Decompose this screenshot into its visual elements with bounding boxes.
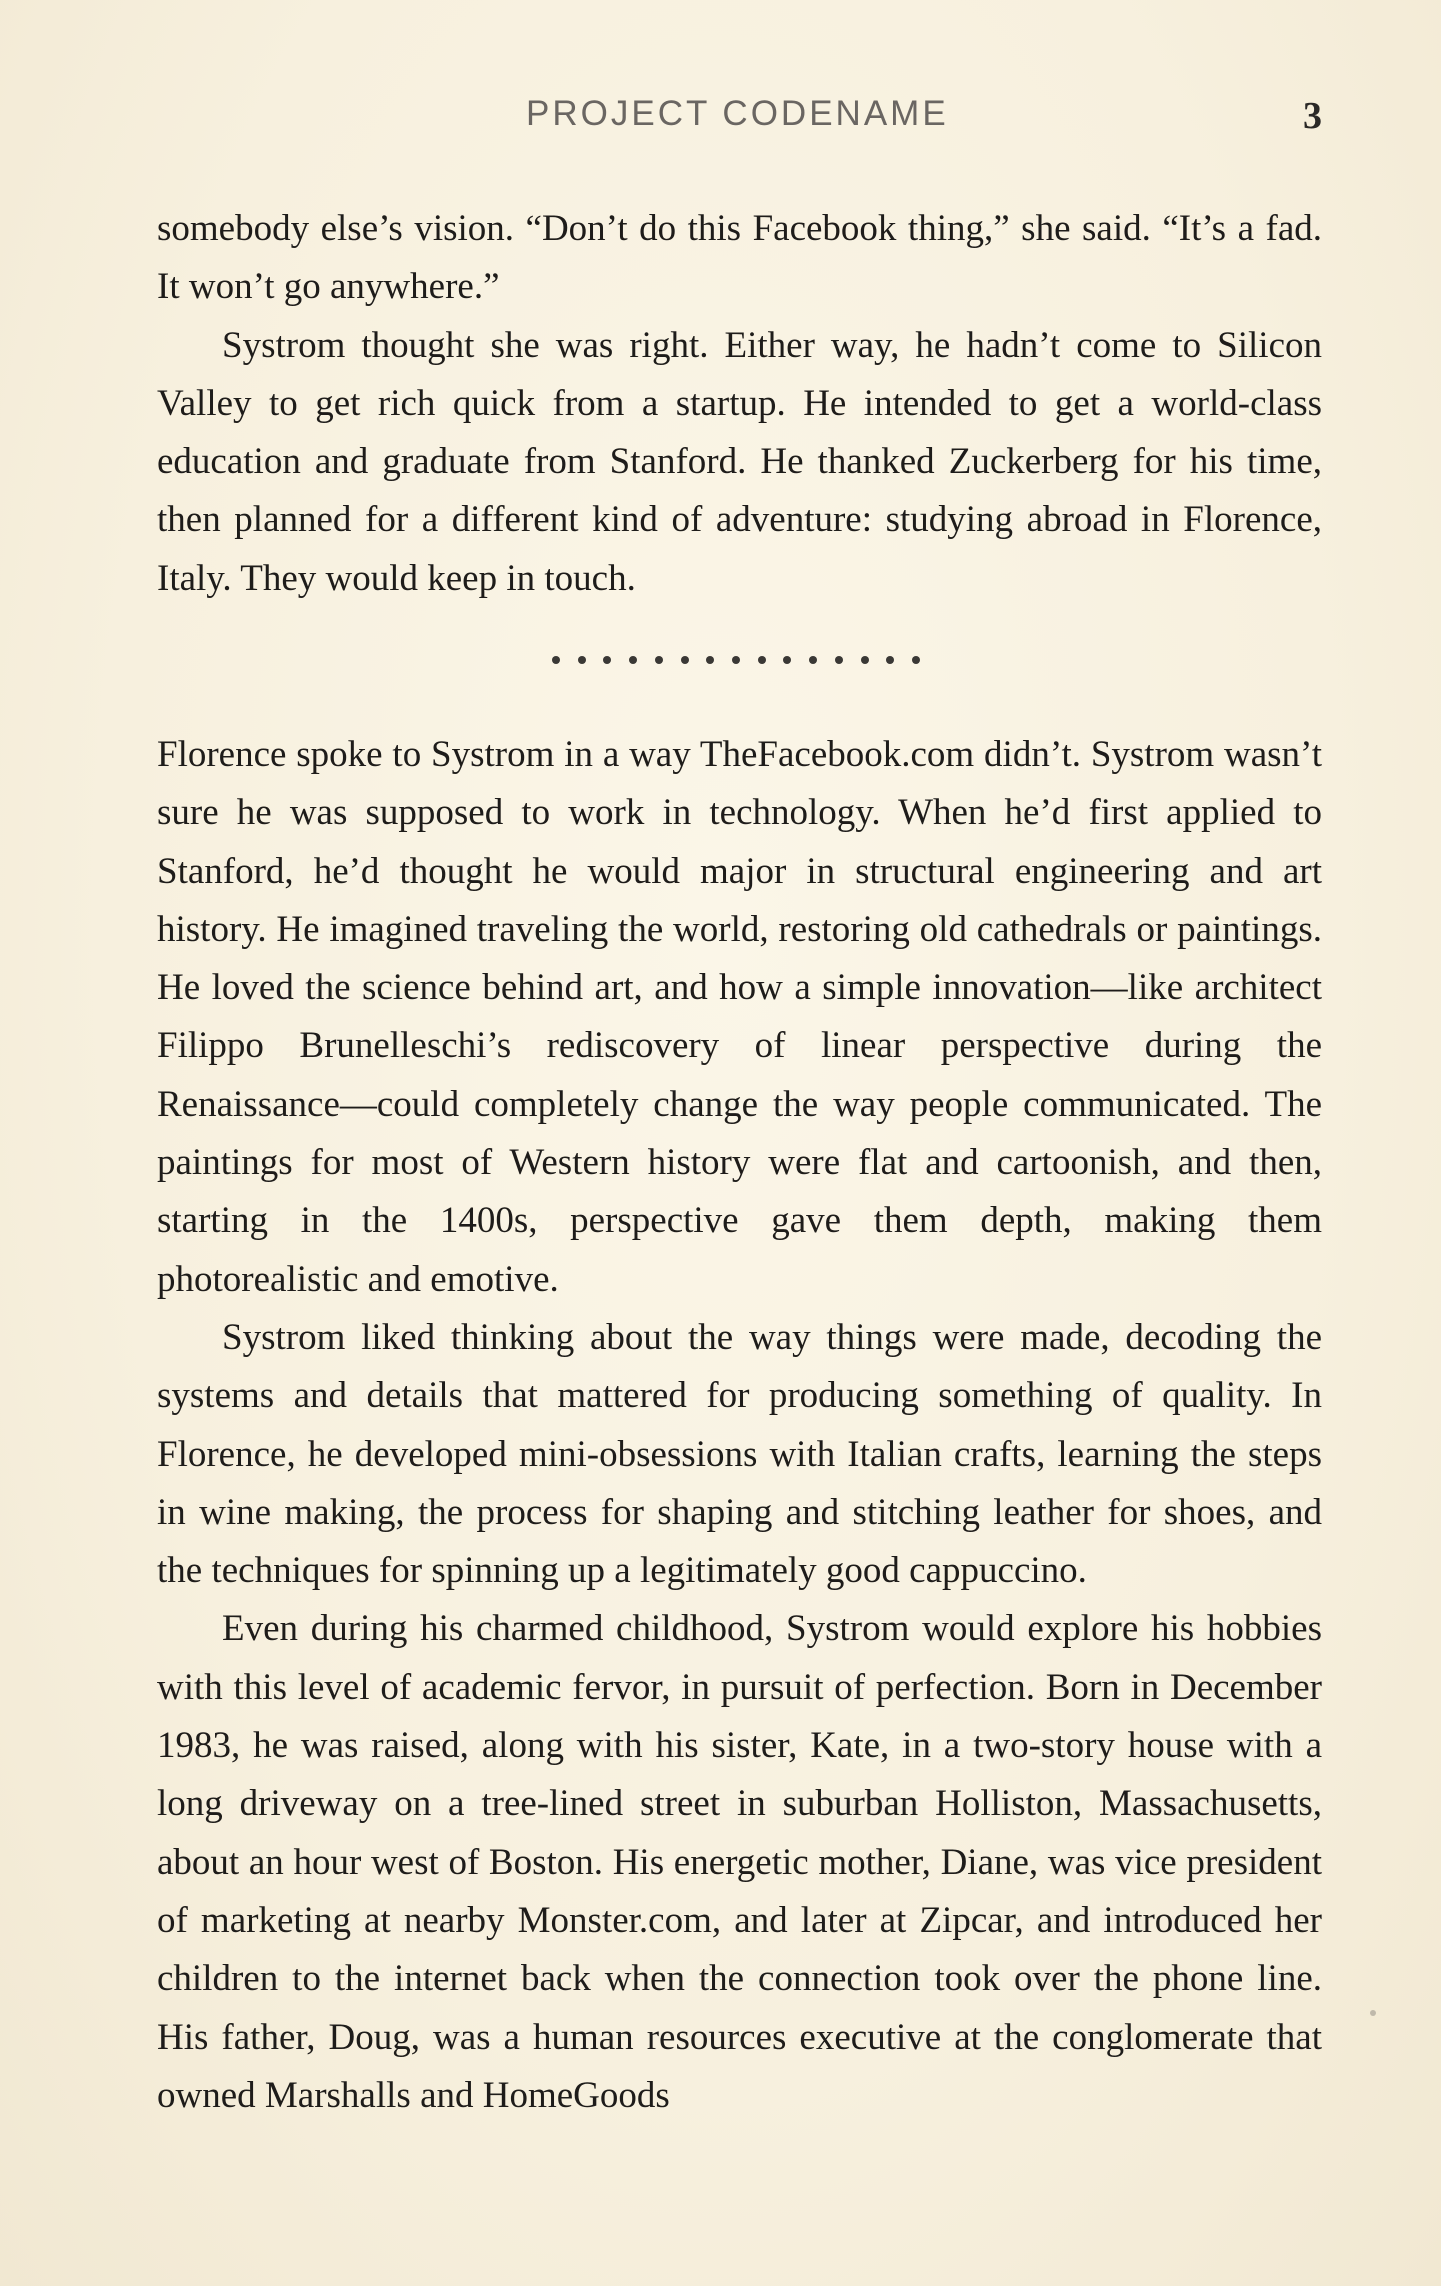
ornament-dot	[809, 656, 817, 664]
paragraph: Systrom thought she was right. Either way, he hadn’t come to Silicon Valley to get rich quick from a startup. He intended to get a world-class education and graduate from Stanford. He thanked Zuckerberg for his time, then planned for a different kind of adventure: studying abroad in Florence, Italy. They would keep in touch.	[157, 324, 1322, 599]
ornament-dot	[758, 656, 766, 664]
section-1	[157, 200, 1322, 608]
running-title: PROJECT CODENAME	[526, 94, 949, 133]
paragraph: Systrom liked thinking about the way things were made, decoding the systems and details that mattered for producing something of quality. In Florence, he developed mini-obsessions with Italian crafts, learning the steps in wine making, the process for shaping and stitching leather for shoes, and the techniques for spinning up a legitimately good cappuccino.	[157, 1316, 1322, 1592]
ornament-dot	[629, 656, 637, 664]
page-smudge	[1370, 2010, 1376, 2016]
ornament-dot	[861, 656, 869, 664]
ornament-dot	[706, 656, 714, 664]
ornament-dot	[655, 656, 663, 664]
ornament-dot	[578, 656, 586, 664]
section-2	[157, 726, 1322, 2125]
section-break-ornament	[556, 648, 916, 672]
paragraph: Florence spoke to Systrom in a way TheFacebook.com didn’t. Systrom wasn’t sure he was supposed to work in technology. When he’d first applied to Stanford, he’d thought he would major in structural engineering and art history. He imagined traveling the world, restoring old cathedrals or paintings. He loved the science behind art, and how a simple innovation—like architect Filippo Brunelleschi’s rediscovery of linear perspective during the Renaissance—could completely change the way people communicated. The paintings for most of Western history were flat and cartoonish, and then, starting in the 1400s, perspective gave them depth, making them photorealistic and emotive.	[157, 734, 1322, 1300]
paragraph: somebody else’s vision. “Don’t do this Facebook thing,” she said. “It’s a fad. It won’t go anywhere.”	[157, 208, 1322, 308]
running-head	[0, 94, 1441, 144]
ornament-dot	[783, 656, 791, 664]
page-number: 3	[1303, 95, 1322, 137]
paragraph: Even during his charmed childhood, Systrom would explore his hobbies with this level of academic fervor, in pursuit of perfection. Born in December 1983, he was raised, along with his sister, Kate, in a two-story house with a long driveway on a tree-lined street in suburban Holliston, Massachusetts, about an hour west of Boston. His energetic mother, Diane, was vice president of marketing at nearby Monster.com, and later at Zipcar, and introduced her children to the internet back when the connection took over the phone line. His father, Doug, was a human resources executive at the conglomerate that owned Marshalls and HomeGoods	[157, 1608, 1322, 2116]
ornament-dot	[603, 656, 611, 664]
ornament-dot	[835, 656, 843, 664]
ornament-dot	[886, 656, 894, 664]
ornament-dot	[732, 656, 740, 664]
ornament-dot	[681, 656, 689, 664]
ornament-dot	[552, 656, 560, 664]
ornament-dot	[912, 656, 920, 664]
